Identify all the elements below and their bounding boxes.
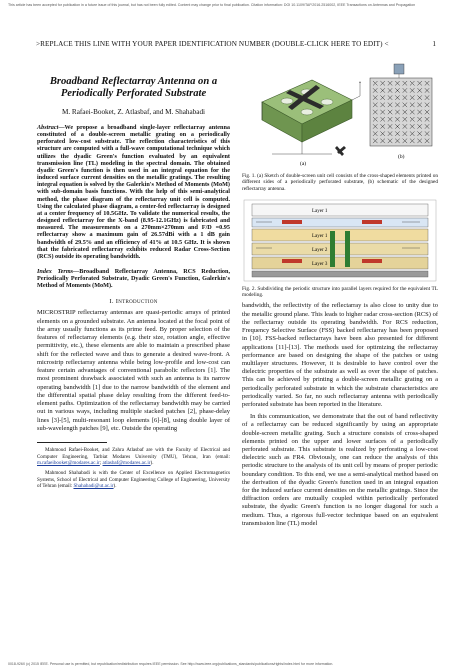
copyright-notice: 0018-926X (c) 2015 IEEE. Personal use is permitted, but republication/redistribution requires IEEE permission. See http://www.ieee.org/publications_standards/publications/rights/index.html for more information. bbox=[8, 662, 334, 666]
email-link-2[interactable]: atlasbaf@modares.ac.ir bbox=[102, 460, 151, 466]
body-paragraph-2: In this communication, we demonstrate that the out of band reflectivity of a reflectarray can be reduced significantly by using an appropriate double-screen metallic grating. Such a structure consists of cross-shaped elements printed on the upper and lower surfaces of a periodically perforated substrate. This substrate is realized by perforating a low-cost dielectric such as FR4. Obviously, one can reduce the analysis of this periodic structure to the analysis of its unit cell by means of proper periodic boundary condition. To this end, we use a semi-analytical method based on the derivation of the dyadic Green's function used in an integral equation for the induced surface current densities on the metallic gratings. Since the diffraction orders are mutually coupled within periodically perforated substrate, the dyadic Green's function is no longer diagonal for such a medium. Thus, a rigorous full-vector technique based on an equivalent transmission line (TL) model bbox=[242, 413, 438, 527]
footnote-affiliation-2 bbox=[37, 470, 230, 489]
abstract: Abstract—We propose a broadband single-layer reflectarray antenna constituted of a double-screen metallic grating on a periodically perforated low-cost substrate. The reflection characteristics of this structure are computed with a full-wave computational technique which utilizes the dyadic Green's function evaluated by an equivalent transmission line (TL) modeling in the spectral domain. The obtained dyadic Green's function is then used in an integral equation for the induced surface current densities on the metallic gratings. The resulting integral equation is solved by the Galerkin's Method of Moments (MoM) with sub-domain basis functions. With the help of this semi-analytical method, the phase diagram of the reflectarray unit cell is computed. Using the calculated phase diagram, a center-fed reflectarray is designed at a center frequency of 10.5GHz. To validate the numerical results, the designed reflectarray for the X-band (8.95-12.1GHz) is fabricated and measured. The measurements on a 270mm×270mm and F/D =0.95 reflectarray show a maximum gain of 26.57dBi with a 1 dB gain bandwidth of 29.5% and an efficiency of 41% at 10.5 GHz. It is shown that the fabricated reflectarray exhibits reduced Radar Cross-Section (RCS) outside its operating bandwidth. bbox=[37, 124, 230, 260]
figure-2 bbox=[242, 198, 438, 283]
unit-cell-sketch bbox=[262, 80, 360, 156]
publication-notice: This article has been accepted for publication in a future issue of this journal, but has not been fully edited. Content may change prior to final publication. Citation information: DOI 10.1109/TAP.2016.2516002, IEEE Transactions on Antennas and Propagation bbox=[8, 3, 416, 7]
figure-2-graphic bbox=[242, 198, 438, 283]
fig2-layer3-label: Layer 3 bbox=[312, 261, 328, 267]
index-terms-label: Index Terms bbox=[37, 267, 74, 275]
paper-authors: M. Rafaei-Booket, Z. Atlasbaf, and M. Shahabadi bbox=[61, 108, 206, 116]
figure-1 bbox=[242, 62, 438, 170]
footnote2-end: ). bbox=[113, 483, 117, 490]
footnote2-text: Mahmoud Shahabadi is with the Center of Excellence on Applied Electromagnetics Systems, School of Electrical and Computer Engineering College of Engineering, University of Tehran (email: bbox=[37, 470, 230, 490]
footnote1-sep: ; bbox=[99, 460, 103, 466]
figure-1b-label: (b) bbox=[398, 154, 405, 160]
abstract-label: Abstract bbox=[37, 124, 59, 131]
fig2-layer1-top-label: Layer 1 bbox=[312, 208, 328, 214]
section-number: I. bbox=[109, 298, 114, 306]
body-paragraph-1: bandwidth, the reflectivity of the reflectarray is also close to unity due to the metallic ground plane. This leads to higher radar cross-section (RCS) of the reflectarray outside its operating bandwidth. For RCS reduction, Frequency Selective Surface (FSS) backed reflectarray has been proposed in [10]. FSS-backed reflectarrays have been also presented for different applications [11]-[13]. The methods used for optimizing the reflectarray performance are based on designing the shape of the patches or using multilayer structures. However, it is desirable to have control over the dielectric properties of the substrate as well as over the shape of patches. This can be achieved by printing a double-screen metallic grating on a periodically perforated substrate in which the substrate characteristics are periodically varied. So far, no such reflectarray antenna with periodically perforated substrate has been reported in the literature. bbox=[242, 302, 438, 408]
email-link-1[interactable]: m.rafaeibooket@modares.ac.ir bbox=[37, 460, 100, 466]
abstract-text: We propose a broadband single-layer reflectarray antenna constituted of a double-screen metallic grating on a periodically perforated low-cost substrate. The reflection characteristics of this structure are computed with a full-wave computational technique which utilizes the dyadic Green's function evaluated by an equivalent transmission line (TL) modeling in the spectral domain. The obtained dyadic Green's function is then used in an integral equation for the induced surface current densities on the metallic gratings. The resulting integral equation is solved by the Galerkin's Method of Moments (MoM) with sub-domain basis functions. With the help of this semi-analytical method, the phase diagram of the reflectarray unit cell is computed. Using the calculated phase diagram, a center-fed reflectarray is designed at a center frequency of 10.5GHz. To validate the numerical results, the designed reflectarray for the X-band (8.95-12.1GHz) is fabricated and measured. The measurements on a 270mm×270mm and F/D =0.95 reflectarray show a maximum gain of 26.57dBi with a 1 dB gain bandwidth of 29.5% and an efficiency of 41% at 10.5 GHz. It is shown that the fabricated reflectarray exhibits reduced Radar Cross-Section (RCS) outside its operating bandwidth. bbox=[37, 124, 230, 260]
footnote-affiliation-1 bbox=[37, 447, 230, 466]
footnote1-end: ). bbox=[150, 460, 154, 466]
footnote-divider bbox=[37, 442, 107, 443]
left-column bbox=[37, 70, 230, 490]
email-link-3[interactable]: Shahabadi@ut.ac.ir bbox=[73, 483, 114, 490]
figure-1-caption: Fig. 1. (a) Sketch of double-screen unit cell consists of the cross-shaped elements printed on different sides of a periodically perforated substrate, (b) schematic of the designed reflectarray antenna. bbox=[242, 173, 438, 192]
page-number: 1 bbox=[432, 40, 436, 48]
figure-2-caption: Fig. 2. Subdividing the periodic structure into parallel layers required for the equivalent TL modeling. bbox=[242, 285, 438, 299]
reflectarray-grid-sketch bbox=[370, 64, 432, 146]
figure-1a-label: (a) bbox=[300, 161, 307, 167]
right-column bbox=[242, 62, 438, 528]
footnote1-text: Mahmoud Rafaei-Booket, and Zahra Atlasbaf are with the Faculty of Electrical and Computer Engineering, Tarbiat Modares University (TMU), Tehran, Iran (email: bbox=[37, 447, 230, 460]
fig2-layer1-label: Layer 1 bbox=[312, 233, 328, 239]
paper-id-header: >REPLACE THIS LINE WITH YOUR PAPER IDENTIFICATION NUMBER (DOUBLE-CLICK HERE TO EDIT) < bbox=[36, 40, 389, 48]
index-terms-text: Broadband Reflectarray Antenna, RCS Reduction, Periodically Perforated Substrate, Dyadic Green's Function, Galerkin's Method of Moments (MoM). bbox=[37, 267, 231, 290]
section-title: Introduction bbox=[115, 298, 158, 306]
section-heading bbox=[37, 298, 230, 305]
paper-title: Broadband Reflectarray Antenna on a Periodically Perforated Substrate bbox=[49, 76, 218, 99]
figure-1-graphic bbox=[242, 62, 438, 170]
fig2-layer2-label: Layer 2 bbox=[312, 247, 328, 253]
intro-paragraph: MICROSTRIP reflectarray antennas are quasi-periodic arrays of printed elements on a grounded substrate. An antenna located at the focal point of the array usually functions as its prime feed. By proper selection of the features of reflectarray elements (e.g. their size, rotation angle, effective permittivity, etc.), these elements are able to maintain a prescribed phase shift for the reflected wave and thus to generate a desired wave-front. A microstrip reflectarray antenna while being low-profile and low-cost can feature certain advantages of conventional parabolic reflectors [1]. The most prominent drawback associated with such an antenna is its narrow operating bandwidth [1] due to the narrow bandwidth of the element and the differential spatial phase delay resulting from the different feed-to-element paths. Optimization of the reflectarray bandwidth may be carried out in various ways, including multiple stacked patches [2], phase-delay lines [3]-[5], multi-resonant loop elements [6]-[8], using double layer of sub-wavelength patches [9], etc. Outside the operating bbox=[37, 309, 230, 432]
index-terms: Index Terms—Broadband Reflectarray Antenna, RCS Reduction, Periodically Perforated Substrate, Dyadic Green's Function, Galerkin's Method of Moments (MoM). bbox=[37, 267, 231, 290]
